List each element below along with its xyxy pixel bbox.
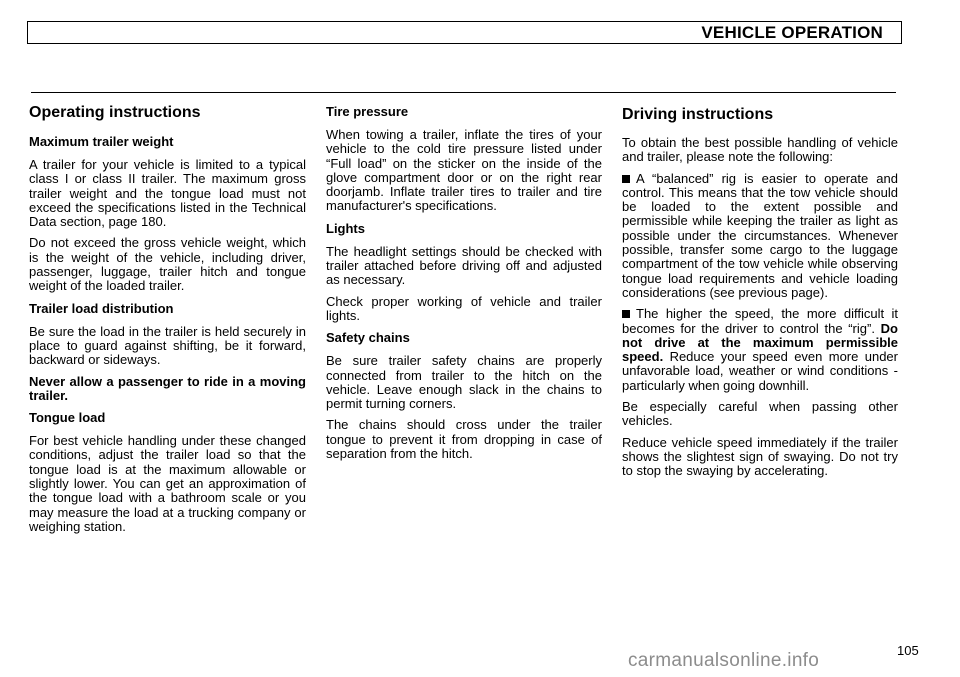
swaying-paragraph: Reduce vehicle speed immediately if the trailer shows the slightest sign of swaying. Do not try to stop the swaying by accelerating. xyxy=(622,434,898,479)
passenger-warning: Never allow a passenger to ride in a moving trailer. xyxy=(29,373,306,403)
bullet-speed-text-post: Reduce your speed even more under unfavorable load, weather or wind conditions - particularly when going downhill. xyxy=(622,349,898,393)
tongue-load-heading: Tongue load xyxy=(29,410,106,426)
column-left xyxy=(29,104,306,541)
bullet-square-icon xyxy=(622,175,630,183)
trailer-load-distribution-paragraph: Be sure the load in the trailer is held securely in place to guard against shifting, be it forward, backward or sideways. xyxy=(29,323,306,368)
bullet-square-icon xyxy=(622,310,630,318)
header-divider xyxy=(31,92,896,93)
header-box xyxy=(27,21,902,44)
lights-heading: Lights xyxy=(326,220,365,236)
page-number: 105 xyxy=(897,643,919,658)
page-section-title: VEHICLE OPERATION xyxy=(701,23,883,42)
max-trailer-weight-paragraph-2: Do not exceed the gross vehicle weight, which is the weight of the vehicle, including driver, passenger, luggage, trailer hitch and tongue weight of the loaded trailer. xyxy=(29,235,306,294)
lights-paragraph-1: The headlight settings should be checked with trailer attached before driving off and adjusted as necessary. xyxy=(326,243,602,288)
tire-pressure-paragraph: When towing a trailer, inflate the tires of your vehicle to the cold tire pressure listed under “Full load” on the sticker on the inside of the glove compartment door or on the right rear doorjamb. Inflate trailer tires to trailer and tire manufacturer's specifications. xyxy=(326,127,602,214)
driving-instructions-heading: Driving instructions xyxy=(622,106,774,123)
watermark: carmanualsonline.info xyxy=(628,650,820,671)
passing-paragraph: Be especially careful when passing other vehicles. xyxy=(622,399,898,429)
safety-chains-paragraph-2: The chains should cross under the trailer tongue to prevent it from dropping in case of separation from the hitch. xyxy=(326,417,602,462)
tongue-load-paragraph: For best vehicle handling under these changed conditions, adjust the trailer load so that the tongue load is at the maximum allowable or slightly lower. You can get an approximation of the tongue load with a bathroom scale or you may measure the load at a trucking company or weighing station. xyxy=(29,433,306,534)
column-middle xyxy=(326,104,602,468)
operating-instructions-heading: Operating instructions xyxy=(29,104,201,121)
bullet-balanced-rig xyxy=(622,172,898,301)
trailer-load-distribution-heading: Trailer load distribution xyxy=(29,300,174,316)
max-trailer-weight-paragraph-1: A trailer for your vehicle is limited to a typical class I or class II trailer. The maximum gross trailer weight and the tongue load must not exceed the specifications listed in the Technical Data section, page 180. xyxy=(29,157,306,230)
driving-intro-paragraph: To obtain the best possible handling of vehicle and trailer, please note the following: xyxy=(622,135,898,165)
bullet-balanced-rig-text: A “balanced” rig is easier to operate and control. This means that the tow vehicle should be loaded to the extent possible and permissible while keeping the trailer as light as possible under the circumstances. Whenever possible, transfer some cargo to the luggage compartment of the tow vehicle while observing tongue load requirements and vehicle loading considerations (see previous page). xyxy=(622,170,898,300)
safety-chains-heading: Safety chains xyxy=(326,330,410,346)
bullet-speed-text: The higher the speed, the more difficult it becomes for the driver to control the “rig”. xyxy=(622,306,898,336)
column-right xyxy=(622,106,898,486)
max-trailer-weight-heading: Maximum trailer weight xyxy=(29,134,174,149)
bullet-speed-warning: Do not drive at the maximum permissible speed. xyxy=(622,320,898,365)
safety-chains-paragraph-1: Be sure trailer safety chains are properly connected from trailer to the hitch on the vehicle. Leave enough slack in the chains to permit turning corners. xyxy=(326,353,602,412)
tire-pressure-heading: Tire pressure xyxy=(326,104,409,119)
bullet-speed xyxy=(622,307,898,393)
lights-paragraph-2: Check proper working of vehicle and trailer lights. xyxy=(326,293,602,323)
